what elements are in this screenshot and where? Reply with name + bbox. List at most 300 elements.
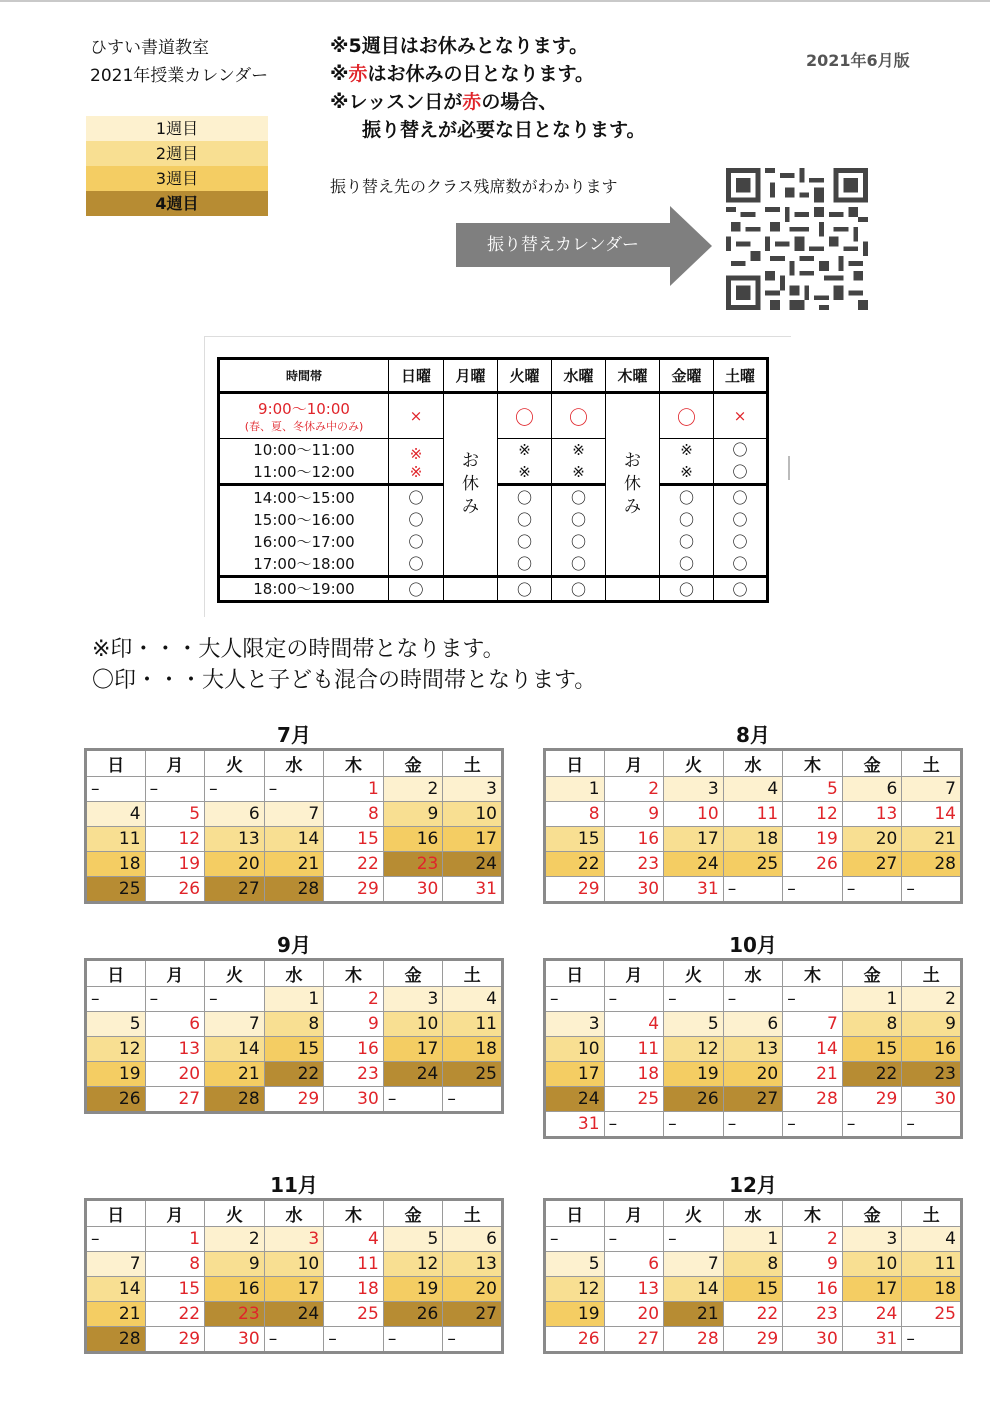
header-time: 時間帯 <box>219 359 389 393</box>
day-cell: 20 <box>205 852 265 877</box>
empty-day-cell: – <box>604 1227 664 1252</box>
day-cell: 26 <box>545 1327 605 1353</box>
day-cell: 13 <box>443 1252 503 1277</box>
circle-mark: 〇 <box>732 441 748 459</box>
day-cell: 13 <box>205 827 265 852</box>
day-cell: 25 <box>723 852 783 877</box>
day-cell: 29 <box>842 1087 902 1112</box>
day-cell: 3 <box>664 777 724 802</box>
day-cell: 28 <box>902 852 962 877</box>
week-row <box>545 1227 962 1252</box>
circle-mark-cell <box>714 485 768 577</box>
transfer-calendar-label: 振り替えカレンダー <box>487 235 639 255</box>
weekday-header: 水 <box>723 1200 783 1227</box>
circle-mark: 〇 <box>408 532 424 551</box>
adult-mark-cell <box>552 439 606 485</box>
day-cell: 14 <box>664 1277 724 1302</box>
adult-mark: ※ <box>680 441 693 459</box>
day-cell: 7 <box>86 1252 146 1277</box>
empty-day-cell: – <box>664 1227 724 1252</box>
week-row <box>86 1302 503 1327</box>
weekday-header: 月 <box>604 750 664 777</box>
weekday-header: 土 <box>902 960 962 987</box>
red-word: 赤 <box>348 63 368 85</box>
day-cell: 5 <box>664 1012 724 1037</box>
day-cell: 23 <box>902 1062 962 1087</box>
month-grid <box>84 748 504 904</box>
day-cell: 17 <box>443 827 503 852</box>
empty-day-cell: – <box>205 987 265 1012</box>
day-cell: 15 <box>723 1277 783 1302</box>
day-cell: 27 <box>145 1087 205 1113</box>
day-cell: 30 <box>902 1087 962 1112</box>
circle-mark-cell <box>389 485 444 577</box>
closed-char: 休 <box>462 474 479 494</box>
day-cell: 7 <box>902 777 962 802</box>
circle-mark: 〇 <box>498 393 552 439</box>
day-cell: 29 <box>723 1327 783 1353</box>
day-cell: 29 <box>324 877 384 903</box>
day-cell: 12 <box>783 802 843 827</box>
day-cell: 13 <box>145 1037 205 1062</box>
empty-day-cell: – <box>604 987 664 1012</box>
day-cell: 7 <box>664 1252 724 1277</box>
day-cell: 17 <box>664 827 724 852</box>
month-grid <box>84 1198 504 1354</box>
day-cell: 17 <box>383 1037 443 1062</box>
day-cell: 10 <box>545 1037 605 1062</box>
day-cell: 1 <box>264 987 324 1012</box>
day-cell: 24 <box>383 1062 443 1087</box>
day-cell: 19 <box>86 1062 146 1087</box>
day-cell: 21 <box>264 852 324 877</box>
empty-day-cell: – <box>324 1327 384 1353</box>
vacancy-note: 振り替え先のクラス残席数がわかります <box>330 177 618 196</box>
week-row <box>86 1252 503 1277</box>
closed-char: み <box>462 497 479 517</box>
week-row <box>545 1112 962 1138</box>
frame-marker <box>788 456 790 480</box>
circle-mark: 〇 <box>408 510 424 529</box>
day-cell: 9 <box>902 1012 962 1037</box>
day-cell: 6 <box>145 1012 205 1037</box>
notice-transfer-needed: 振り替えが必要な日となります。 <box>362 119 646 141</box>
day-cell: 27 <box>443 1302 503 1327</box>
circle-mark: 〇 <box>570 510 586 529</box>
day-cell: 6 <box>604 1252 664 1277</box>
week-row <box>545 1277 962 1302</box>
empty-day-cell: – <box>86 777 146 802</box>
cross-mark: × <box>714 393 768 439</box>
weekday-header: 月 <box>145 1200 205 1227</box>
weekday-header: 日 <box>86 750 146 777</box>
month-calendar <box>84 1172 504 1354</box>
day-cell: 18 <box>723 827 783 852</box>
day-cell: 10 <box>842 1252 902 1277</box>
month-calendar <box>543 1172 963 1354</box>
day-cell: 25 <box>902 1302 962 1327</box>
circle-mark: 〇 <box>678 554 694 573</box>
day-cell: 20 <box>604 1302 664 1327</box>
empty-day-cell: – <box>723 1112 783 1138</box>
empty-day-cell: – <box>545 1227 605 1252</box>
month-title: 10月 <box>729 933 777 957</box>
empty-day-cell: – <box>443 1087 503 1113</box>
day-cell: 24 <box>842 1302 902 1327</box>
slot-time: 17:00〜18:00 <box>253 554 355 573</box>
day-cell: 24 <box>664 852 724 877</box>
week-row <box>86 777 503 802</box>
circle-mark: 〇 <box>552 393 606 439</box>
day-cell: 18 <box>604 1062 664 1087</box>
adult-mark-cell <box>389 439 444 485</box>
day-cell: 29 <box>145 1327 205 1353</box>
adult-mark: ※ <box>518 463 531 481</box>
slot-morning-time: 9:00〜10:00 <box>258 399 350 418</box>
empty-day-cell: – <box>902 1112 962 1138</box>
arrow-head-icon <box>670 206 712 286</box>
day-cell: 5 <box>783 777 843 802</box>
weekday-header: 土 <box>443 960 503 987</box>
month-title: 7月 <box>277 723 311 747</box>
weekday-header: 月 <box>145 960 205 987</box>
circle-mark: 〇 <box>732 463 748 481</box>
slot-time: 15:00〜16:00 <box>253 510 355 529</box>
weekday-header: 木 <box>324 960 384 987</box>
week-row <box>86 1277 503 1302</box>
day-cell: 16 <box>205 1277 265 1302</box>
day-cell: 9 <box>383 802 443 827</box>
day-cell: 3 <box>443 777 503 802</box>
thursday-closed <box>606 393 660 577</box>
day-cell: 21 <box>902 827 962 852</box>
empty-day-cell: – <box>545 987 605 1012</box>
day-cell: 4 <box>723 777 783 802</box>
circle-mark: 〇 <box>732 554 748 573</box>
header-wed: 水曜 <box>552 359 606 393</box>
notice-lesson-red <box>330 88 645 116</box>
slot-afternoon <box>219 485 389 577</box>
day-cell: 14 <box>86 1277 146 1302</box>
circle-mark-cell <box>660 485 714 577</box>
day-cell: 1 <box>842 987 902 1012</box>
circle-mark: 〇 <box>570 532 586 551</box>
empty-day-cell: – <box>783 1112 843 1138</box>
day-cell: 6 <box>723 1012 783 1037</box>
day-cell: 6 <box>205 802 265 827</box>
notice-fifth-week: ※5週目はお休みとなります。 <box>330 35 589 57</box>
week-row <box>86 987 503 1012</box>
weekday-header: 金 <box>383 1200 443 1227</box>
day-cell: 24 <box>264 1302 324 1327</box>
weekday-header-row <box>86 1200 503 1227</box>
month-grid <box>84 958 504 1114</box>
day-cell: 4 <box>86 802 146 827</box>
weekday-header: 木 <box>783 960 843 987</box>
notice-text: ※ <box>330 63 349 85</box>
circle-mark-cell <box>552 485 606 577</box>
day-cell: 25 <box>324 1302 384 1327</box>
weekday-header: 火 <box>205 750 265 777</box>
day-cell: 13 <box>604 1277 664 1302</box>
slot-time: 16:00〜17:00 <box>253 532 355 551</box>
day-cell: 11 <box>443 1012 503 1037</box>
circle-mark: 〇 <box>516 510 532 529</box>
day-cell: 12 <box>545 1277 605 1302</box>
day-cell: 31 <box>545 1112 605 1138</box>
slot-time: 10:00〜11:00 <box>253 441 355 459</box>
day-cell: 3 <box>842 1227 902 1252</box>
day-cell: 18 <box>86 852 146 877</box>
header-sat: 土曜 <box>714 359 768 393</box>
day-cell: 7 <box>783 1012 843 1037</box>
week-row <box>545 1302 962 1327</box>
day-cell: 22 <box>324 852 384 877</box>
day-cell: 19 <box>664 1062 724 1087</box>
day-cell: 26 <box>86 1087 146 1113</box>
month-title: 11月 <box>270 1173 318 1197</box>
closed-char: お <box>624 451 641 471</box>
day-cell: 12 <box>664 1037 724 1062</box>
week-row <box>545 852 962 877</box>
calendar-title: 2021年授業カレンダー <box>90 66 269 86</box>
day-cell: 21 <box>86 1302 146 1327</box>
top-border-line <box>0 0 990 2</box>
weekday-header: 日 <box>545 750 605 777</box>
circle-mark: 〇 <box>678 510 694 529</box>
week-row <box>545 877 962 903</box>
day-cell: 8 <box>545 802 605 827</box>
edition-label: 2021年6月版 <box>806 51 910 70</box>
legend-week-3: 3週目 <box>86 166 268 191</box>
day-cell: 23 <box>783 1302 843 1327</box>
day-cell: 14 <box>264 827 324 852</box>
month-calendar <box>84 722 504 904</box>
day-cell: 1 <box>324 777 384 802</box>
day-cell: 28 <box>664 1327 724 1353</box>
cross-mark: × <box>389 393 444 439</box>
day-cell: 21 <box>783 1062 843 1087</box>
week-row <box>545 1327 962 1353</box>
day-cell: 23 <box>324 1062 384 1087</box>
day-cell: 3 <box>383 987 443 1012</box>
weekday-header-row <box>545 960 962 987</box>
empty-day-cell: – <box>723 987 783 1012</box>
empty-day-cell: – <box>842 877 902 903</box>
day-cell: 8 <box>264 1012 324 1037</box>
day-cell: 8 <box>145 1252 205 1277</box>
weekday-header: 水 <box>264 1200 324 1227</box>
day-cell: 11 <box>723 802 783 827</box>
day-cell: 25 <box>604 1087 664 1112</box>
adult-mark: ※ <box>680 463 693 481</box>
empty-day-cell: – <box>86 1227 146 1252</box>
weekday-header: 木 <box>324 1200 384 1227</box>
day-cell: 7 <box>264 802 324 827</box>
schedule-row-morning <box>219 393 768 439</box>
day-cell: 10 <box>383 1012 443 1037</box>
mixed-legend: 〇印・・・大人と子ども混合の時間帯となります。 <box>92 668 597 693</box>
month-title: 8月 <box>736 723 770 747</box>
weekday-header: 火 <box>664 960 724 987</box>
weekday-header: 水 <box>723 750 783 777</box>
day-cell: 11 <box>324 1252 384 1277</box>
day-cell: 28 <box>264 877 324 903</box>
day-cell: 1 <box>545 777 605 802</box>
day-cell: 10 <box>664 802 724 827</box>
header-sun: 日曜 <box>389 359 444 393</box>
weekday-header: 木 <box>324 750 384 777</box>
monday-closed <box>444 393 498 577</box>
weekday-header: 日 <box>545 1200 605 1227</box>
day-cell: 3 <box>545 1012 605 1037</box>
day-cell: 15 <box>545 827 605 852</box>
mark-legend <box>92 634 596 696</box>
day-cell: 29 <box>264 1087 324 1113</box>
day-cell: 30 <box>383 877 443 903</box>
week-row <box>545 987 962 1012</box>
weekday-header: 月 <box>145 750 205 777</box>
notice-block <box>330 32 645 144</box>
day-cell: 7 <box>205 1012 265 1037</box>
day-cell: 20 <box>842 827 902 852</box>
day-cell: 25 <box>443 1062 503 1087</box>
empty-day-cell: – <box>383 1327 443 1353</box>
day-cell: 30 <box>604 877 664 903</box>
day-cell: 27 <box>205 877 265 903</box>
day-cell: 12 <box>145 827 205 852</box>
day-cell: 13 <box>842 802 902 827</box>
day-cell: 1 <box>145 1227 205 1252</box>
day-cell: 5 <box>145 802 205 827</box>
weekday-header: 金 <box>383 750 443 777</box>
day-cell: 23 <box>205 1302 265 1327</box>
week-row <box>86 802 503 827</box>
day-cell: 17 <box>842 1277 902 1302</box>
circle-mark: 〇 <box>570 554 586 573</box>
circle-mark: 〇 <box>516 532 532 551</box>
day-cell: 11 <box>902 1252 962 1277</box>
weekday-header: 木 <box>783 750 843 777</box>
day-cell: 28 <box>783 1087 843 1112</box>
month-calendar <box>84 932 504 1114</box>
notice-text: ※レッスン日が <box>330 91 463 113</box>
day-cell: 27 <box>604 1327 664 1353</box>
day-cell: 16 <box>383 827 443 852</box>
day-cell: 19 <box>383 1277 443 1302</box>
week-row <box>545 1252 962 1277</box>
day-cell: 5 <box>383 1227 443 1252</box>
slot-time: 11:00〜12:00 <box>253 463 355 481</box>
empty-day-cell: – <box>264 777 324 802</box>
day-cell: 20 <box>145 1062 205 1087</box>
day-cell: 30 <box>783 1327 843 1353</box>
day-cell: 6 <box>443 1227 503 1252</box>
slot-morning-note: (春、夏、冬休み中のみ) <box>244 419 364 433</box>
day-cell: 8 <box>842 1012 902 1037</box>
weekday-header: 金 <box>383 960 443 987</box>
day-cell: 21 <box>205 1062 265 1087</box>
week-row <box>86 1037 503 1062</box>
weekday-header: 土 <box>902 750 962 777</box>
circle-mark-cell <box>498 485 552 577</box>
adult-mark-cell <box>660 439 714 485</box>
weekday-header: 火 <box>205 1200 265 1227</box>
day-cell: 28 <box>86 1327 146 1353</box>
circle-mark: 〇 <box>714 577 768 602</box>
day-cell: 22 <box>145 1302 205 1327</box>
schedule-header-row <box>219 359 768 393</box>
day-cell: 31 <box>842 1327 902 1353</box>
day-cell: 27 <box>723 1087 783 1112</box>
day-cell: 17 <box>545 1062 605 1087</box>
empty-day-cell: – <box>664 1112 724 1138</box>
weekday-header: 日 <box>86 1200 146 1227</box>
empty-day-cell: – <box>664 987 724 1012</box>
empty-day-cell: – <box>264 1327 324 1353</box>
day-cell: 9 <box>324 1012 384 1037</box>
empty-day-cell: – <box>902 1327 962 1353</box>
day-cell: 26 <box>145 877 205 903</box>
day-cell: 27 <box>842 852 902 877</box>
day-cell: 16 <box>902 1037 962 1062</box>
week-row <box>86 852 503 877</box>
day-cell: 22 <box>264 1062 324 1087</box>
day-cell: 28 <box>205 1087 265 1113</box>
day-cell: 2 <box>604 777 664 802</box>
circle-mark: 〇 <box>732 488 748 507</box>
circle-mark: 〇 <box>516 488 532 507</box>
empty-day-cell: – <box>604 1112 664 1138</box>
day-cell: 5 <box>86 1012 146 1037</box>
day-cell: 15 <box>842 1037 902 1062</box>
circle-mark: 〇 <box>678 532 694 551</box>
day-cell: 2 <box>383 777 443 802</box>
circle-mark: 〇 <box>732 510 748 529</box>
legend-week-4: 4週目 <box>86 191 268 216</box>
weekday-header: 月 <box>604 1200 664 1227</box>
slot-late-morning <box>219 439 389 485</box>
weekday-header-row <box>545 1200 962 1227</box>
circle-mark: 〇 <box>516 554 532 573</box>
day-cell: 23 <box>383 852 443 877</box>
day-cell: 14 <box>783 1037 843 1062</box>
weekday-header: 水 <box>723 960 783 987</box>
empty-day-cell: – <box>145 777 205 802</box>
weekday-header: 土 <box>902 1200 962 1227</box>
transfer-calendar-button[interactable] <box>456 206 712 286</box>
circle-mark: 〇 <box>660 393 714 439</box>
day-cell: 2 <box>205 1227 265 1252</box>
month-grid <box>543 1198 963 1354</box>
header-tue: 火曜 <box>498 359 552 393</box>
day-cell: 10 <box>443 802 503 827</box>
weekday-header: 土 <box>443 750 503 777</box>
week-row <box>545 777 962 802</box>
weekday-header: 金 <box>842 750 902 777</box>
legend-week-1: 1週目 <box>86 116 268 141</box>
circle-mark: 〇 <box>732 532 748 551</box>
weekday-header: 金 <box>842 1200 902 1227</box>
slot-morning <box>219 393 389 439</box>
notice-text: はお休みの日となります。 <box>367 63 594 85</box>
qr-code-icon[interactable] <box>726 168 868 310</box>
circle-mark-cell <box>714 439 768 485</box>
weekday-header-row <box>545 750 962 777</box>
day-cell: 18 <box>902 1277 962 1302</box>
empty-day-cell: – <box>723 877 783 903</box>
day-cell: 2 <box>902 987 962 1012</box>
